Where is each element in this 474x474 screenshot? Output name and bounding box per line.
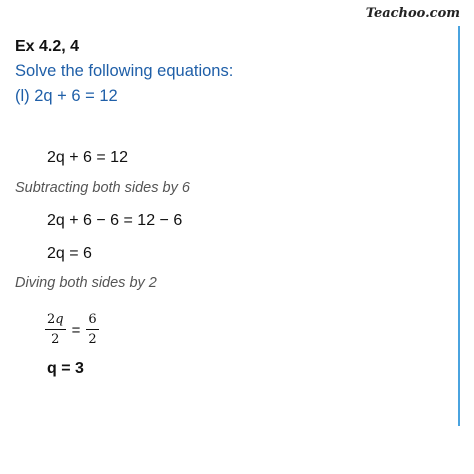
final-answer: q = 3	[47, 360, 84, 377]
step-equation-3: 2q = 6	[47, 245, 92, 262]
left-denominator: 2	[51, 332, 60, 347]
left-numerator: 2q	[45, 313, 66, 330]
right-numerator: 6	[86, 313, 98, 330]
equals-sign: =	[71, 321, 81, 339]
exercise-heading: Ex 4.2, 4	[15, 38, 80, 55]
step-equation-2: 2q + 6 − 6 = 12 − 6	[47, 212, 183, 229]
right-accent-rule	[458, 26, 460, 426]
right-denominator: 2	[88, 332, 97, 347]
left-fraction	[45, 313, 66, 347]
question-instruction: Solve the following equations:	[15, 62, 234, 80]
step-note-1: Subtracting both sides by 6	[15, 180, 190, 196]
fraction-equation	[45, 310, 99, 350]
question-equation: (l) 2q + 6 = 12	[15, 87, 118, 105]
right-fraction	[86, 313, 98, 347]
step-note-2: Diving both sides by 2	[15, 275, 157, 291]
step-equation-1: 2q + 6 = 12	[47, 149, 128, 166]
watermark-logo: Teachoo.com	[365, 6, 460, 21]
